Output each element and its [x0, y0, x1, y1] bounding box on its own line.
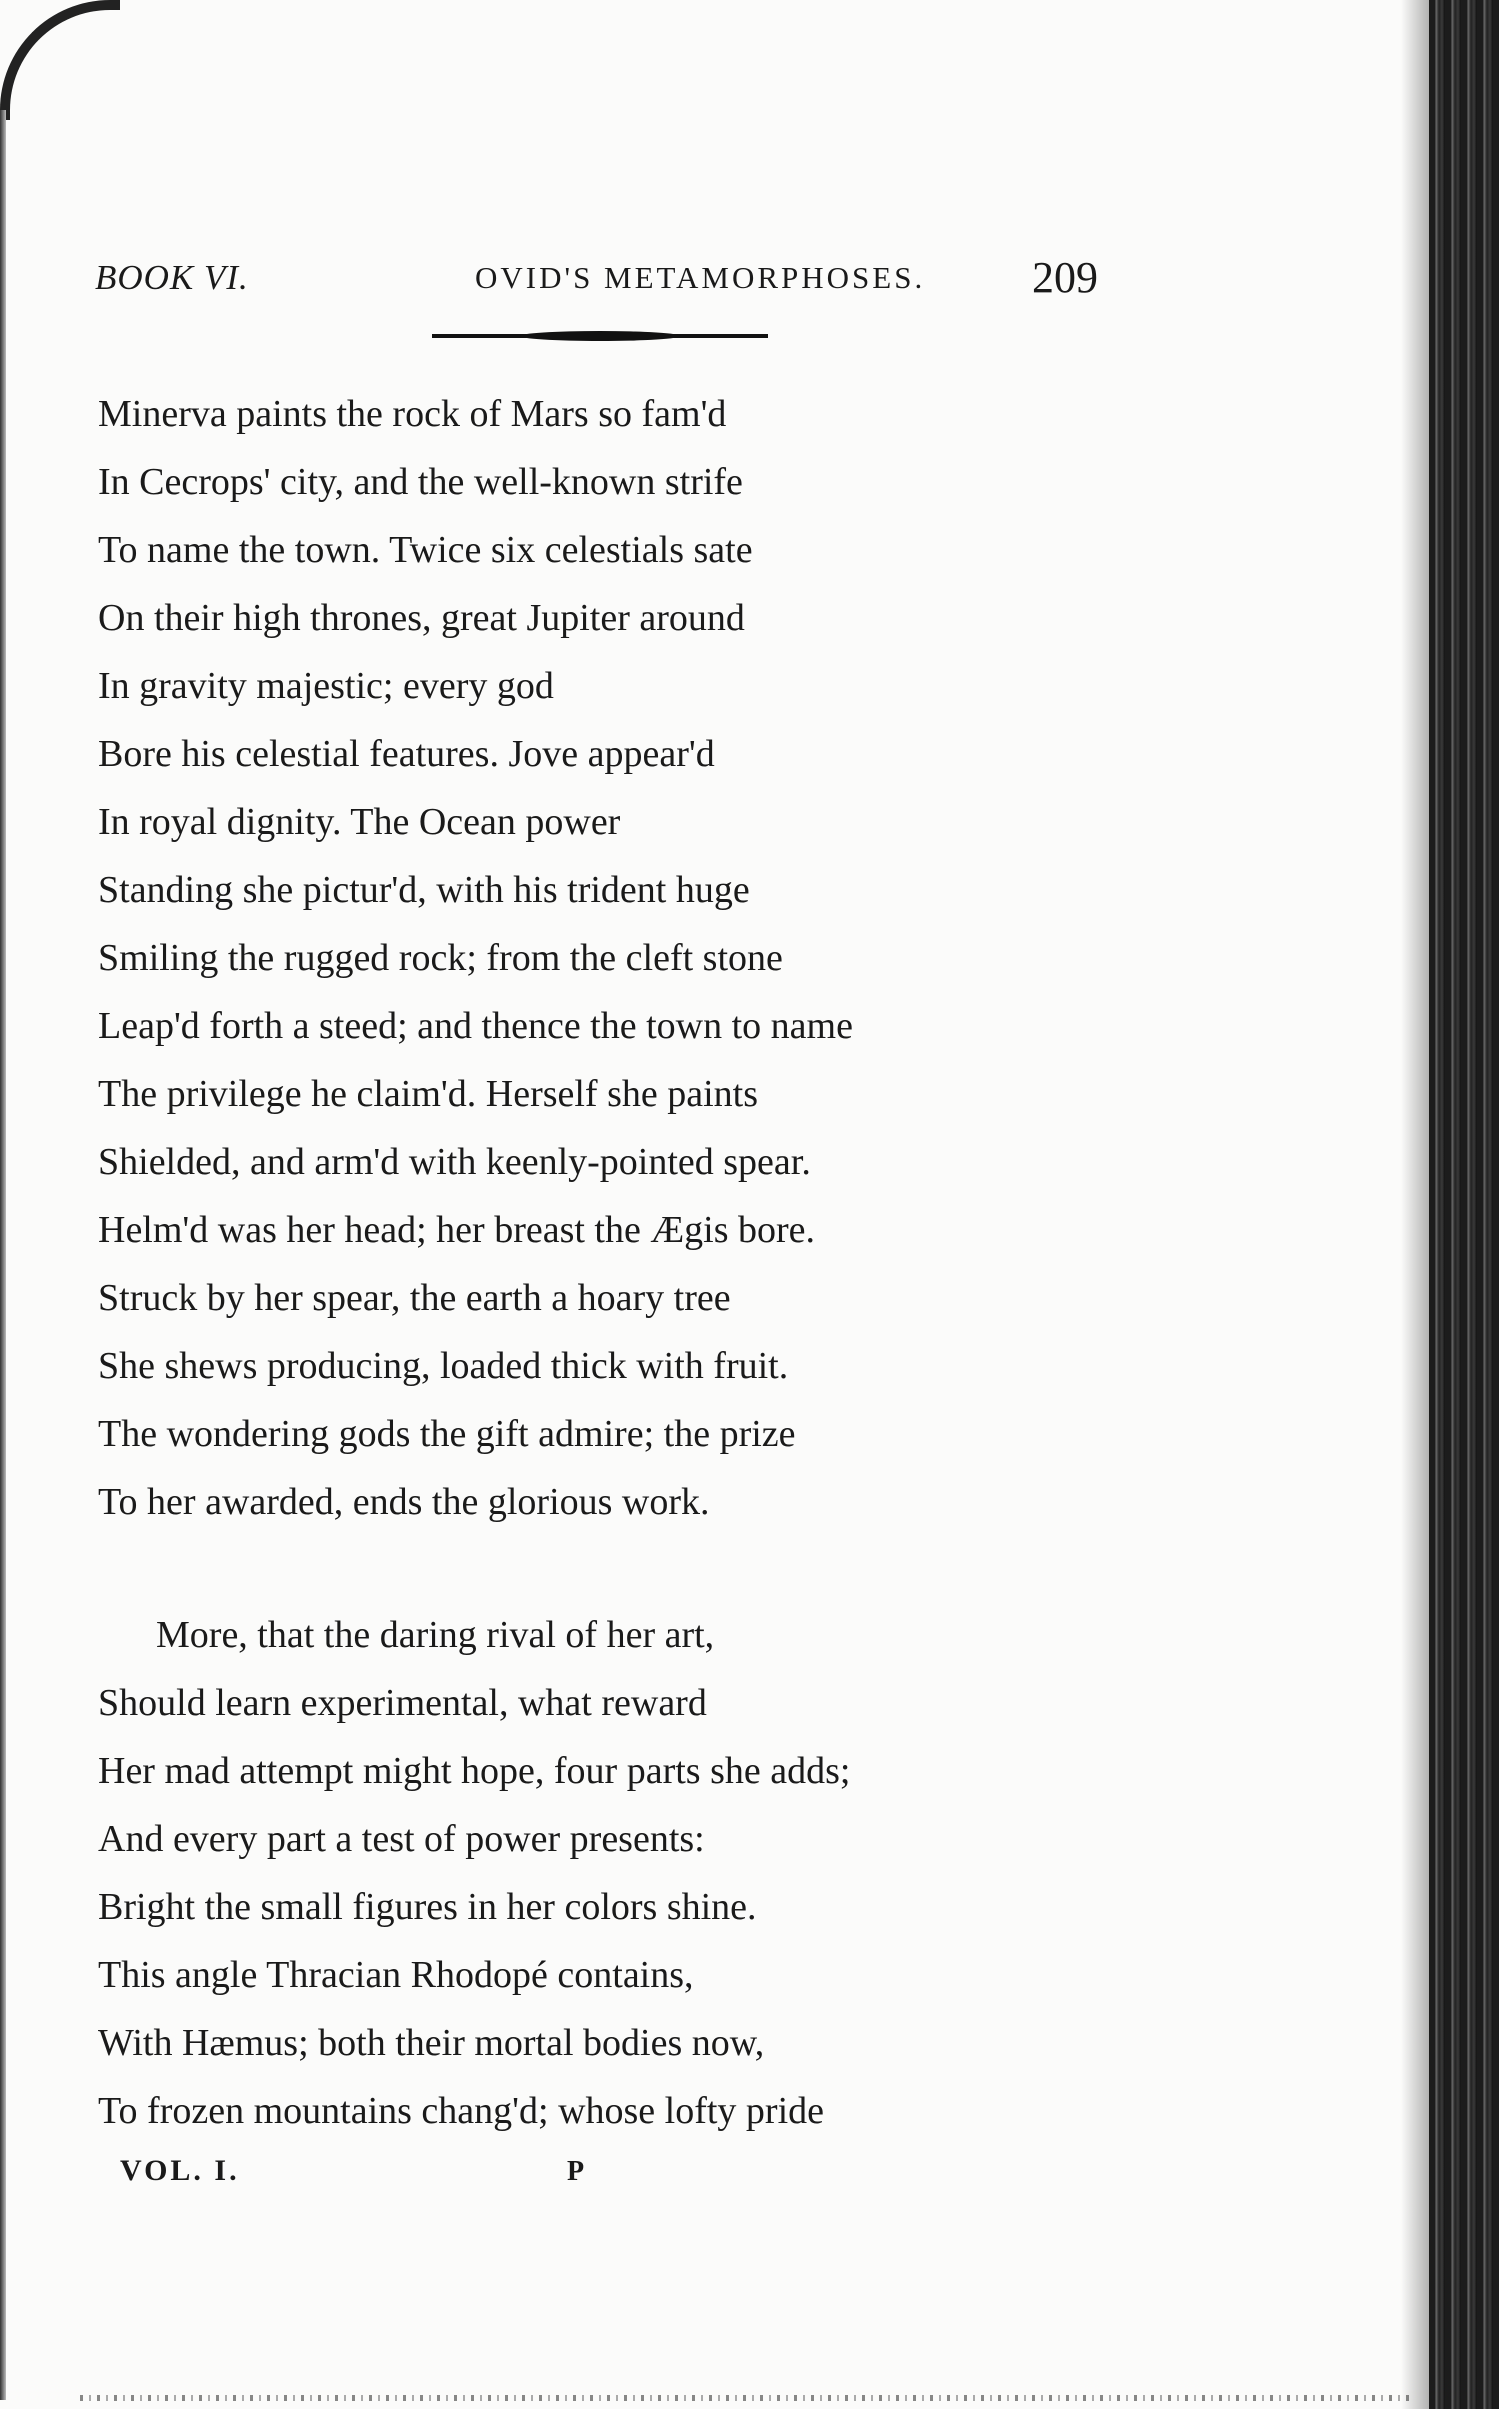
verse-line: To name the town. Twice six celestials sate [98, 529, 753, 571]
stanza-1 [98, 380, 853, 1536]
verse-line: Helm'd was her head; her breast the Ægis bore. [98, 1209, 816, 1251]
verse-line: More, that the daring rival of her art, [156, 1614, 715, 1656]
verse-line: With Hæmus; both their mortal bodies now, [98, 2022, 765, 2064]
verse-line: In gravity majestic; every god [98, 665, 554, 707]
verse-line: To frozen mountains chang'd; whose lofty pride [98, 2090, 825, 2132]
volume-signature: VOL. I. [120, 2154, 240, 2187]
verse-line: The privilege he claim'd. Herself she paints [98, 1073, 759, 1115]
verse-line: In royal dignity. The Ocean power [98, 801, 621, 843]
bottom-page-edge [80, 2395, 1410, 2401]
verse-line: Bore his celestial features. Jove appear'd [98, 733, 715, 775]
verse-line: Should learn experimental, what reward [98, 1682, 707, 1724]
verse-line: Her mad attempt might hope, four parts she adds; [98, 1750, 851, 1792]
book-binding [1429, 0, 1499, 2409]
page-curl [0, 0, 120, 120]
verse-line: Standing she pictur'd, with his trident huge [98, 869, 750, 911]
header-rule-ornament [520, 331, 680, 341]
running-header [95, 252, 1115, 312]
verse-line: And every part a test of power presents: [98, 1818, 705, 1860]
verse-line: Shielded, and arm'd with keenly-pointed spear. [98, 1141, 811, 1183]
running-title: OVID'S METAMORPHOSES. [475, 260, 926, 295]
verse-line: Leap'd forth a steed; and thence the town to name [98, 1005, 853, 1047]
book-label: BOOK VI. [95, 258, 249, 297]
verse-line: Smiling the rugged rock; from the cleft stone [98, 937, 783, 979]
verse-line: In Cecrops' city, and the well-known strife [98, 461, 743, 503]
gathering-signature: P [567, 2156, 585, 2187]
verse-line: Bright the small figures in her colors shine. [98, 1886, 757, 1928]
gutter-shadow [1401, 0, 1429, 2409]
stanza-2 [98, 1601, 850, 2145]
verse-line: On their high thrones, great Jupiter around [98, 597, 745, 639]
verse-line: The wondering gods the gift admire; the prize [98, 1413, 796, 1455]
verse-line: This angle Thracian Rhodopé contains, [98, 1954, 694, 1996]
verse-line: To her awarded, ends the glorious work. [98, 1481, 710, 1523]
verse-line: Minerva paints the rock of Mars so fam'd [98, 393, 727, 435]
left-page-edge [0, 110, 6, 2400]
verse-line: Struck by her spear, the earth a hoary tree [98, 1277, 731, 1319]
page-number: 209 [1032, 253, 1098, 302]
verse-line: She shews producing, loaded thick with fruit. [98, 1345, 789, 1387]
